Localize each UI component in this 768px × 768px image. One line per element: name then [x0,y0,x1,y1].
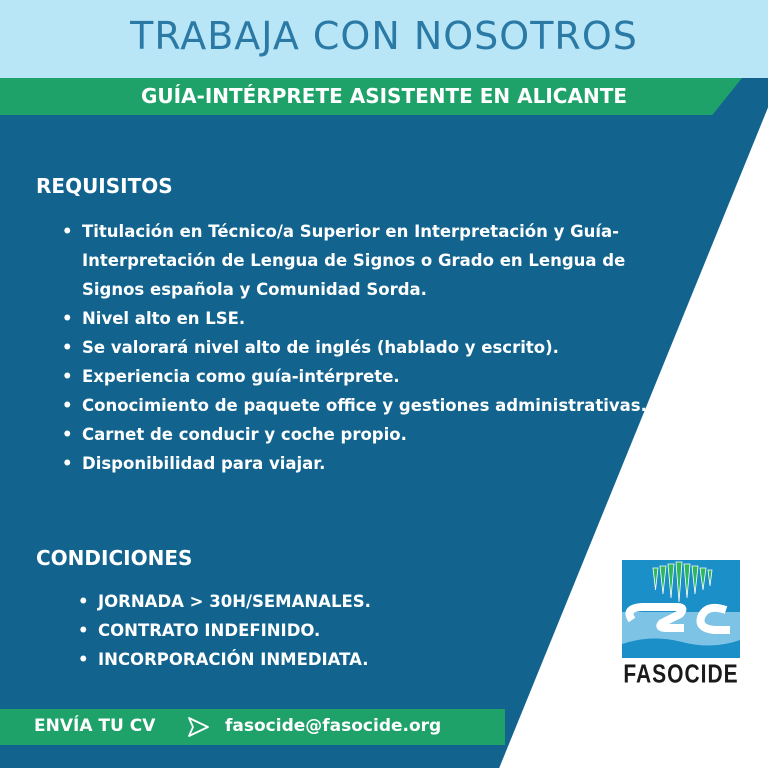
list-item: • Se valorará nivel alto de inglés (hablado y escrito). [82,333,662,362]
send-arrow-icon [186,715,210,739]
list-item: • Carnet de conducir y coche propio. [82,420,662,449]
condiciones-heading: CONDICIONES [36,546,193,570]
page-title: TRABAJA CON NOSOTROS [130,14,638,58]
list-item: • Experiencia como guía-intérprete. [82,362,662,391]
logo-wordmark: FASOCIDE [623,660,739,689]
list-item: • Conocimiento de paquete office y gestiones administrativas. [82,391,662,420]
send-cv-label: ENVÍA TU CV [34,716,156,736]
list-item: • Disponibilidad para viajar. [82,449,662,478]
contact-email[interactable]: fasocide@fasocide.org [225,716,442,736]
list-item: • Titulación en Técnico/a Superior en Interpretación y Guía-Interpretación de Lengua de Signos o Grado en Lengua de Signos española y Comunidad Sorda. [82,217,662,304]
requisitos-heading: REQUISITOS [36,174,173,198]
requisitos-list [82,217,662,478]
job-title: GUÍA-INTÉRPRETE ASISTENTE EN ALICANTE [140,84,627,108]
condiciones-list [98,587,498,674]
fasocide-logo-icon [622,560,740,658]
list-item: • Nivel alto en LSE. [82,304,662,333]
fasocide-logo [622,560,740,688]
list-item: • JORNADA > 30H/SEMANALES. [98,587,498,616]
list-item: • INCORPORACIÓN INMEDIATA. [98,645,498,674]
list-item: • CONTRATO INDEFINIDO. [98,616,498,645]
